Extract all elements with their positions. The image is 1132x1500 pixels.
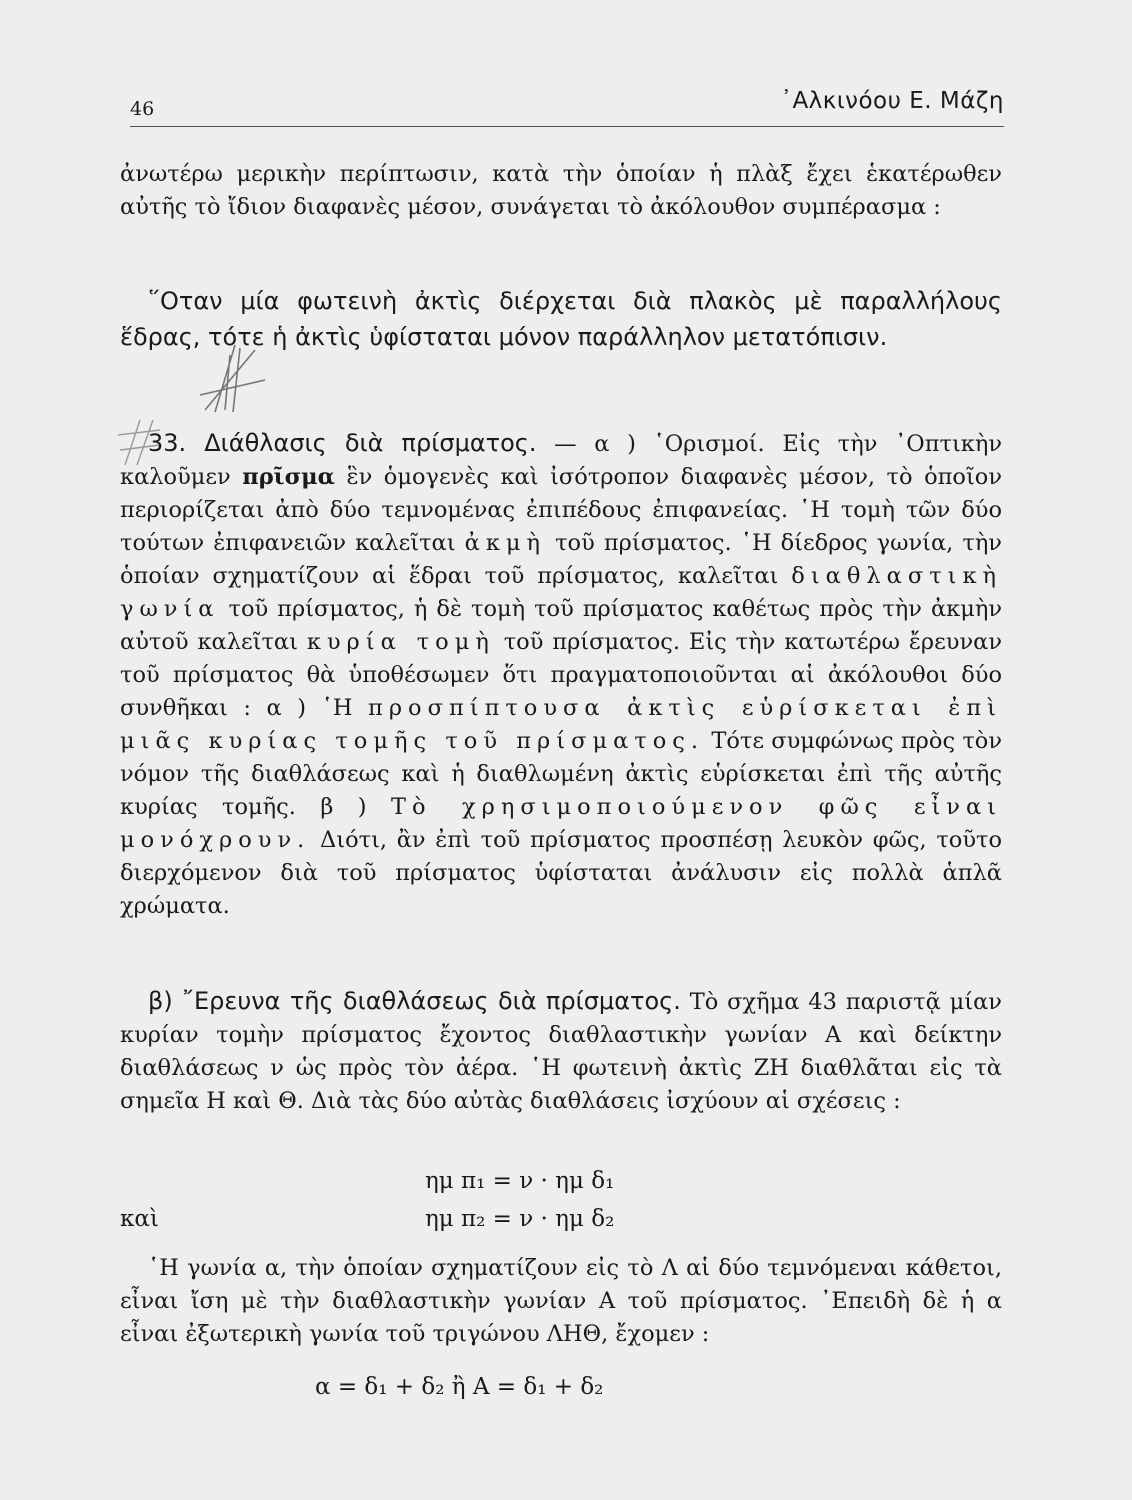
paragraph-b <box>120 983 1002 1118</box>
section-text: Εἰς τὴν ᾿Οπτικὴν καλοῦμεν <box>120 431 1003 490</box>
term-refracting-angle: διαθλαστικὴ γωνία <box>120 563 1003 622</box>
section-text: ἓν ὁμογενὲς καὶ ἰσότροπον διαφανὲς μέσον, τὸ ὁποῖον περιορίζεται ἀπὸ δύο τεμνομένας ἐπιπέδους ἐπιφανείας. ῾Η τομὴ τῶν δύο τούτων ἐπιφανειῶν καλεῖται <box>120 464 1003 556</box>
page-number: 46 <box>130 98 155 120</box>
paragraph-conclusion: ῞Οταν μία φωτεινὴ ἀκτὶς διέρχεται διὰ πλακὸς μὲ παραλλήλους ἕδρας, τότε ἡ ἀκτὶς ὑφίσταται μόνον παράλληλον μετατόπισιν. <box>120 287 1002 351</box>
section-heading: 33. Διάθλασις διὰ πρίσματος. <box>148 429 537 457</box>
term-incident-ray: προσπίπτουσα ἀκτὶς εὑρίσκεται ἐπὶ μιᾶς κυρίας τομῆς τοῦ πρίσματος. <box>120 695 1002 754</box>
section-text: τοῦ πρίσματος. ῾Η δίεδρος γωνία, τὴν ὁποίαν σχηματίζουν αἱ ἕδραι τοῦ πρίσματος, καλεῖται <box>120 530 1002 589</box>
paragraph-intro: ἀνωτέρω μερικὴν περίπτωσιν, κατὰ τὴν ὁποίαν ἡ πλὰξ ἔχει ἑκατέρωθεν αὐτῆς τὸ ἴδιον διαφανὲς μέσον, συνάγεται τὸ ἀκόλουθον συμπέρασμα : <box>120 161 1002 220</box>
running-head: ᾿Αλκινόου Ε. Μάζη <box>780 88 1004 114</box>
term-monochromatic: Τὸ χρησιμοποιούμενον φῶς εἶναι μονόχρουν. <box>120 794 1003 853</box>
section-text: Διότι, ἂν ἐπὶ τοῦ πρίσματος προσπέσῃ λευκὸν φῶς, τοῦτο διερχόμενον διὰ τοῦ πρίσματος ὑφίσταται ἀνάλυσιν εἰς πολλὰ ἁπλᾶ χρώματα. <box>120 827 1003 919</box>
term-prism: πρῖσμα <box>242 464 335 490</box>
equation-final: α = δ₁ + δ₂ ἢ Α = δ₁ + δ₂ <box>315 1374 604 1400</box>
paragraph-b-text: Τὸ σχῆμα 43 παριστᾷ μίαν κυρίαν τομὴν πρίσματος ἔχοντος διαθλαστικὴν γωνίαν Α καὶ δείκτην διαθλάσεως ν ὡς πρὸς τὸν ἀέρα. ῾Η φωτεινὴ ἀκτὶς ΖΗ διαθλᾶται εἰς τὰ σημεῖα Η καὶ Θ. Διὰ τὰς δύο αὐτὰς διαθλάσεις ἰσχύουν αἱ σχέσεις : <box>120 989 1002 1114</box>
paragraph-b-heading: β) ῎Ερευνα τῆς διαθλάσεως διὰ πρίσματος. <box>148 987 681 1015</box>
section-text: Τότε συμφώνως πρὸς τὸν νόμον τῆς διαθλάσεως καὶ ἡ διαθλωμένη ἀκτὶς εὑρίσκεται ἐπὶ τῆς αὐτῆς κυρίας τομῆς. β ) <box>120 728 1002 820</box>
section-text: τοῦ πρίσματος. Εἰς τὴν κατωτέρω ἔρευναν τοῦ πρίσματος θὰ ὑποθέσωμεν ὅτι πραγματοποιοῦνται αἱ ἀκόλουθοι δύο συνθῆκαι : α ) ῾Η <box>120 629 1003 721</box>
equation-1: ημ π₁ = ν · ημ δ₁ <box>425 1168 615 1194</box>
term-principal-section: κυρία τομὴ <box>306 629 495 655</box>
paragraph-final: ῾Η γωνία α, τὴν ὁποίαν σχηματίζουν εἰς τὸ Λ αἱ δύο τεμνόμεναι κάθετοι, εἶναι ἴση μὲ τὴν διαθλαστικὴν γωνίαν Α τοῦ πρίσματος. ᾿Επειδὴ δὲ ἡ α εἶναι ἐξωτερικὴ γωνία τοῦ τριγώνου ΛΗΘ, ἔχομεν : <box>120 1255 1002 1347</box>
equation-conjunction: καὶ <box>120 1206 159 1232</box>
section-33 <box>120 425 1002 923</box>
page-header <box>130 88 1004 127</box>
subsection-a-label: — α ) ῾Ορισμοί. <box>554 431 765 457</box>
term-edge: ἀκμὴ <box>464 530 547 556</box>
section-text: τοῦ πρίσματος, ἡ δὲ τομὴ τοῦ πρίσματος καθέτως πρὸς τὴν ἀκμὴν αὐτοῦ καλεῖται <box>120 596 1002 655</box>
equation-2: ημ π₂ = ν · ημ δ₂ <box>425 1206 615 1232</box>
